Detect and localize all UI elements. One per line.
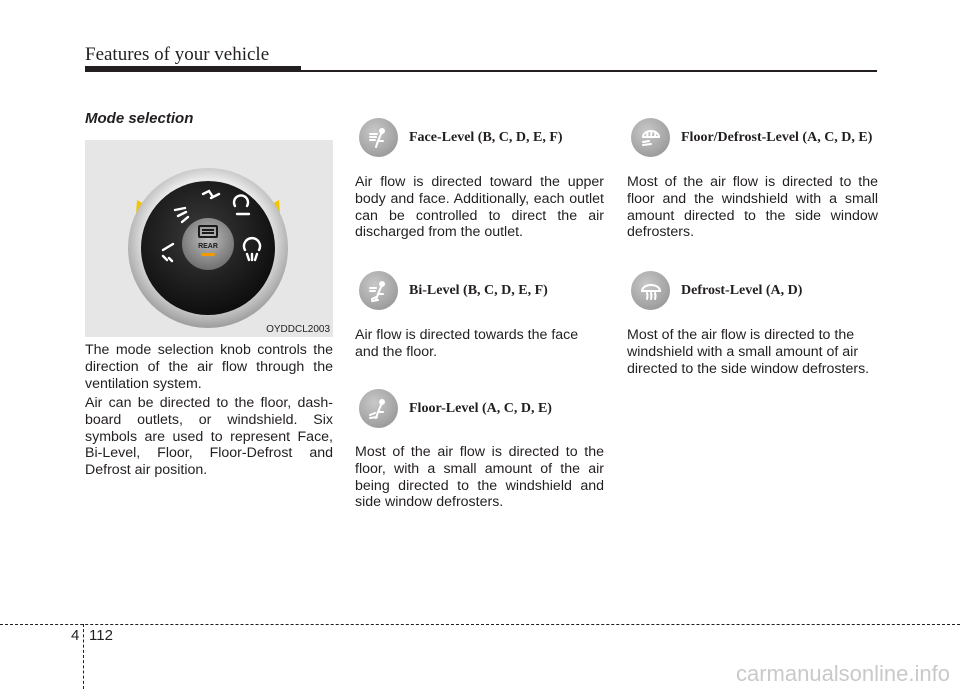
mode-title: Face-Level (B, C, D, E, F) (409, 129, 563, 145)
face-level-icon (359, 118, 398, 157)
mode-description: Most of the air flow is directed to the windshield with a small amount of air directed to the side window defrosters. (627, 327, 870, 377)
chapter-number: 4 (71, 627, 80, 644)
mode-title: Floor-Level (A, C, D, E) (409, 400, 552, 416)
floor-defrost-icon (631, 118, 670, 157)
defrost-icon (631, 271, 670, 310)
section-title: Mode selection (85, 110, 194, 127)
mode-title: Defrost-Level (A, D) (681, 282, 803, 298)
figure-code: OYDDCL2003 (266, 324, 330, 335)
mode-description: Air flow is directed towards the face and the floor. (355, 327, 579, 360)
bi-level-icon (359, 271, 398, 310)
footer-divider (83, 624, 84, 689)
watermark: carmanualsonline.info (735, 661, 950, 686)
knob-rear-label: REAR (198, 243, 218, 250)
page-number: 112 (89, 627, 113, 644)
mode-knob-illustration (85, 140, 333, 337)
mode-bi-level (359, 271, 548, 310)
header-rule (85, 70, 877, 72)
mode-floor-defrost-level (631, 118, 872, 157)
mode-defrost-level (631, 271, 802, 310)
paragraph-air-direction: Air can be directed to the floor, dash-board outlets, or windshield. Six symbols are used to represent Face, Bi-Level, Floor, Floor-Defrost and Defrost air position. (85, 395, 333, 479)
mode-floor-level (359, 389, 552, 428)
floor-level-icon (359, 389, 398, 428)
mode-title: Bi-Level (B, C, D, E, F) (409, 282, 548, 298)
mode-description: Air flow is directed toward the upper body and face. Additionally, each outlet can be controlled to direct the air discharged from the outlet. (355, 174, 604, 241)
paragraph-knob-intro: The mode selection knob controls the direction of the air flow through the ventilation system. (85, 342, 333, 392)
header-title: Features of your vehicle (85, 44, 270, 65)
mode-description: Most of the air flow is directed to the floor, with a small amount of the air being directed to the windshield and side window defrosters. (355, 444, 604, 511)
mode-knob-figure (85, 140, 333, 337)
footer-rule (0, 624, 960, 625)
mode-description: Most of the air flow is directed to the floor and the windshield with a small amount directed to the side window defrosters. (627, 174, 878, 241)
mode-face-level (359, 118, 563, 157)
mode-title: Floor/Defrost-Level (A, C, D, E) (681, 129, 873, 145)
